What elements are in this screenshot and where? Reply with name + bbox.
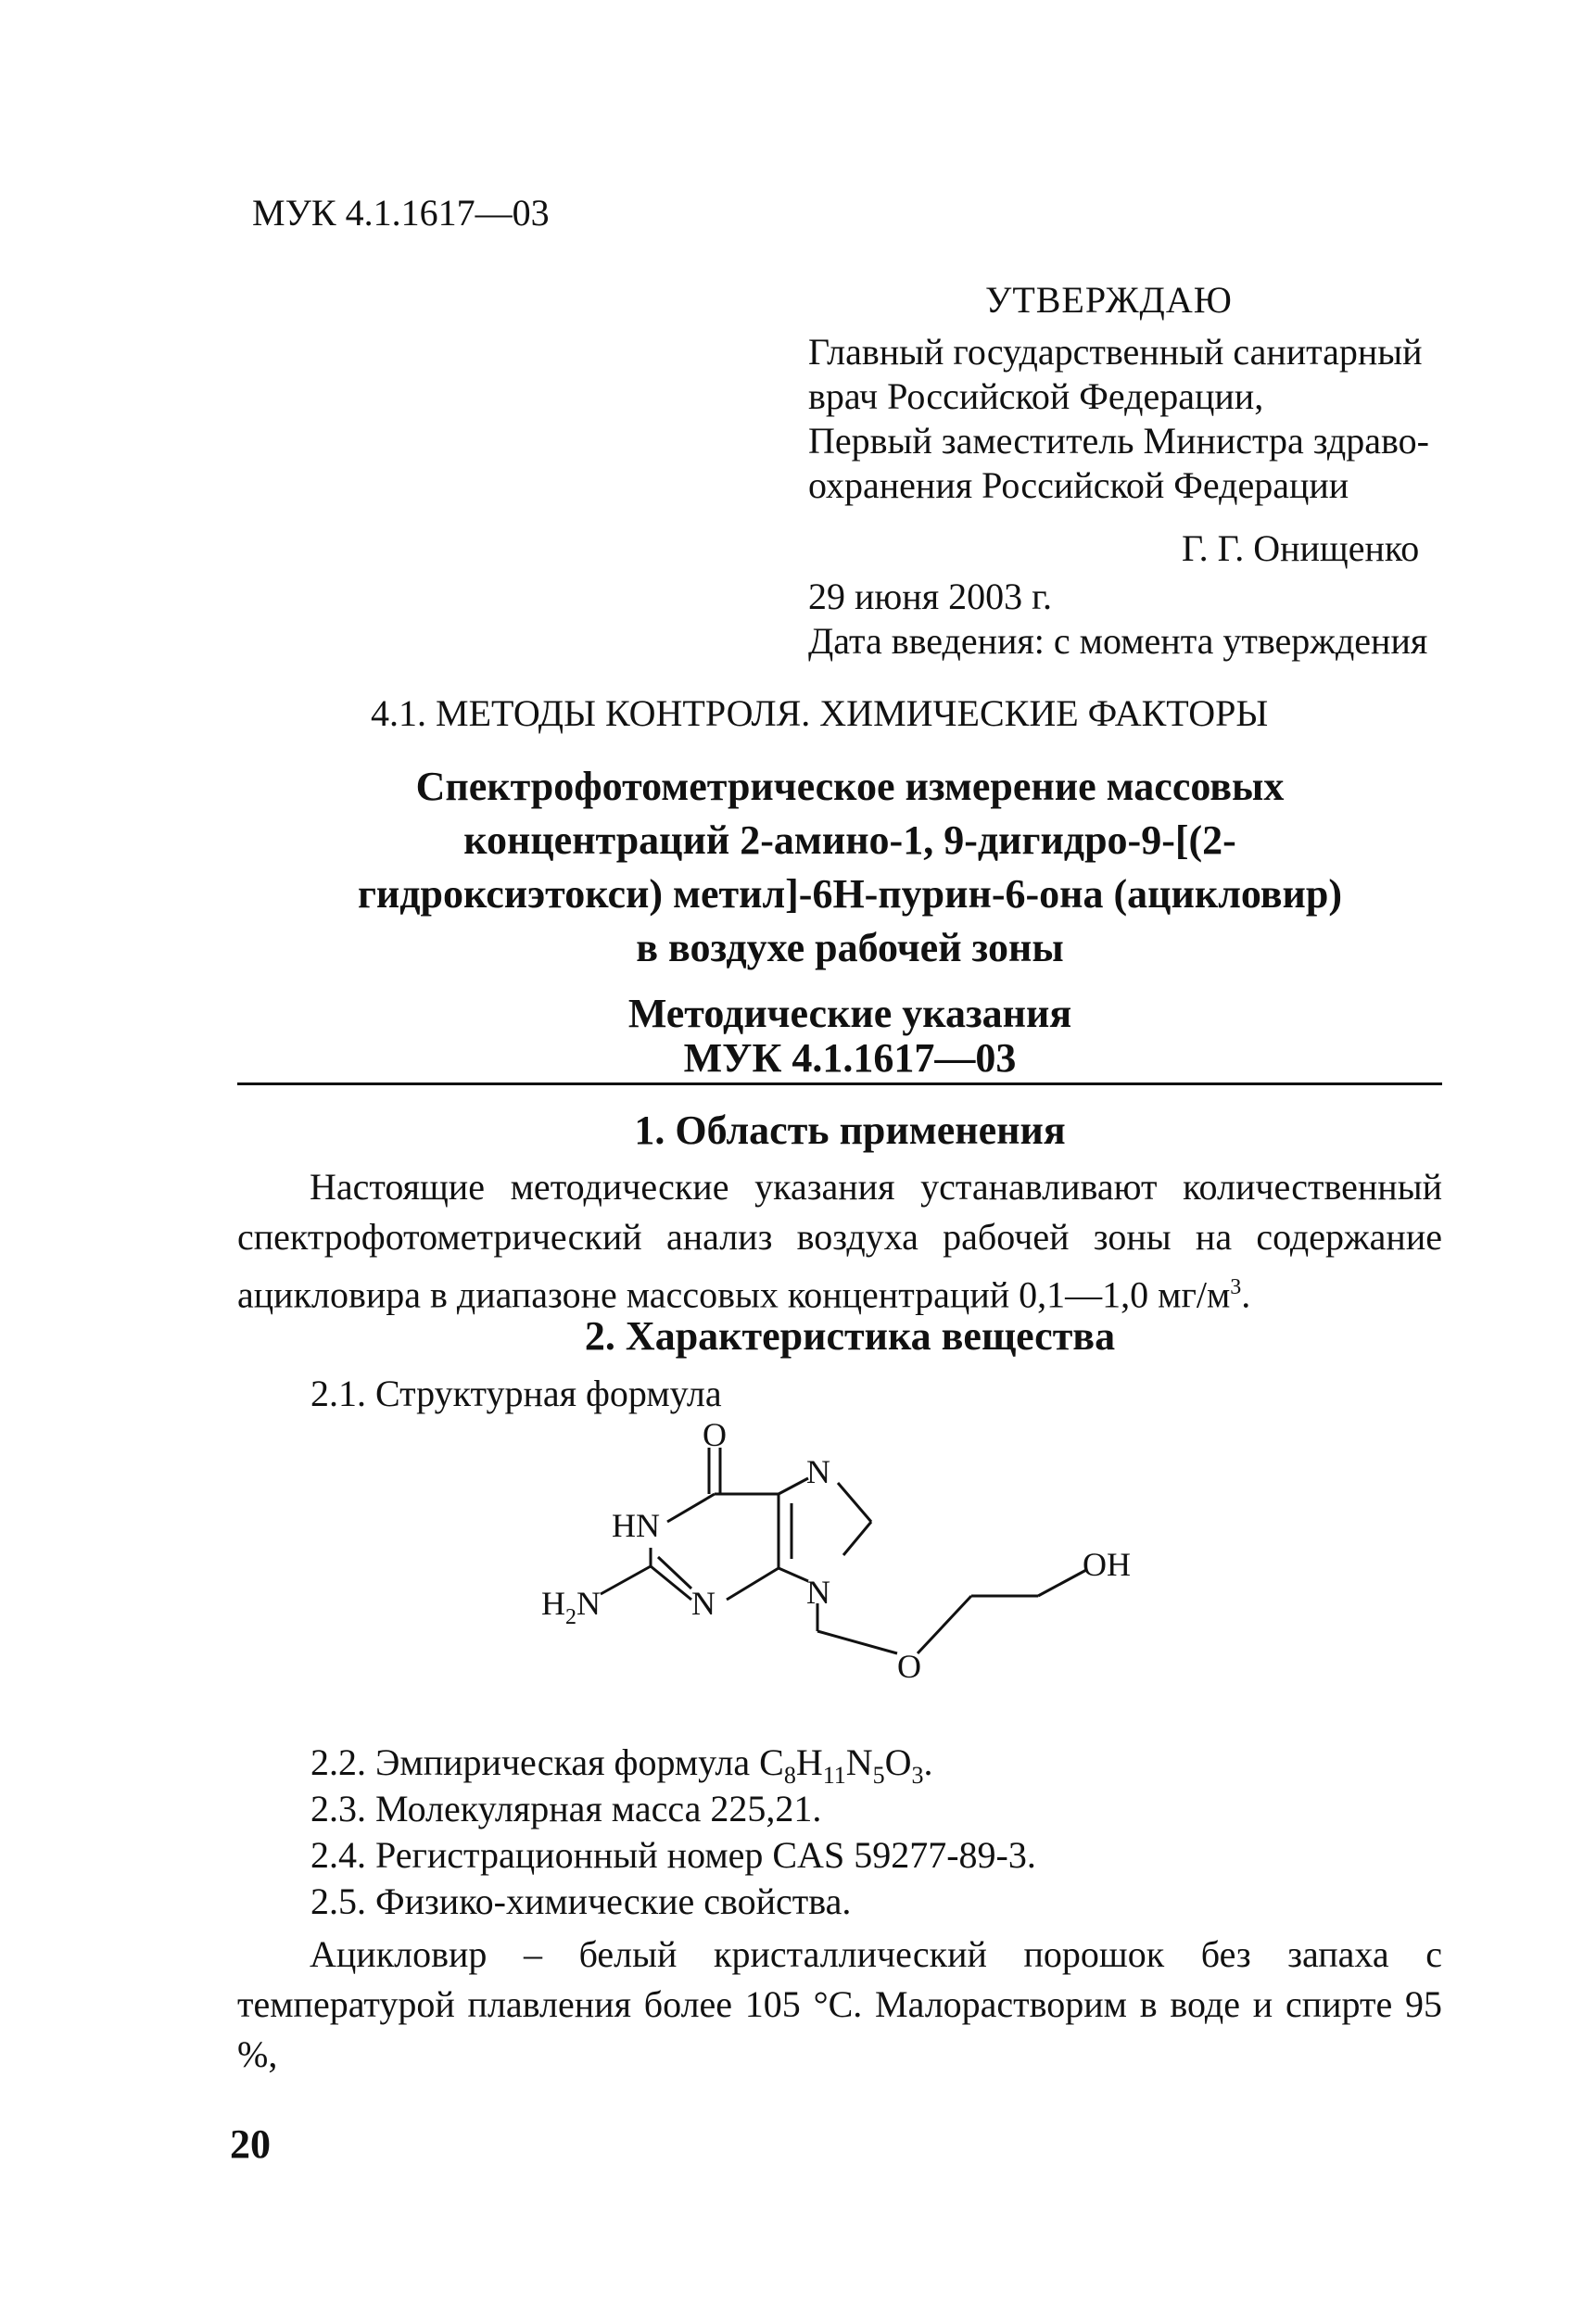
atom-label-n7: N (806, 1453, 830, 1490)
atom-label-nh2: $H_2N$ (541, 1585, 601, 1629)
properties-paragraph: Ацикловир – белый кристаллический порошок без запаха с температурой плавления более 105 °С. Малорастворим в воде и спирте 95 %, (237, 1933, 1442, 2075)
atom-label-n9: N (806, 1574, 830, 1611)
atom-label-o-ether: O (897, 1648, 921, 1685)
item-properties: 2.5. Физико-химические свойства. (310, 1880, 852, 1922)
approval-line: Главный государственный санитарный (808, 331, 1423, 373)
document-title (252, 760, 1448, 975)
subtitle-code: МУК 4.1.1617—03 (683, 1035, 1017, 1081)
item-empirical-formula: 2.2. Эмпирическая формула $C_8H_{11}N_5O_3$. (310, 1741, 933, 1789)
item-structural-formula: 2.1. Структурная формула (310, 1373, 722, 1414)
approval-date: 29 июня 2003 г. (808, 576, 1052, 617)
section-1-title: 1. Область применения (634, 1108, 1066, 1153)
divider (237, 1082, 1442, 1085)
section-2-title: 2. Характеристика вещества (584, 1313, 1116, 1359)
approval-heading: УТВЕРЖДАЮ (985, 279, 1233, 321)
title-line: гидроксиэтокси) метил]-6Н-пурин-6-она (ацикловир) (357, 871, 1343, 917)
signer-name: Г. Г. Онищенко (1182, 527, 1420, 569)
subtitle-line: Методические указания (627, 991, 1072, 1036)
page-number: 20 (230, 2121, 271, 2167)
structural-formula-diagram (482, 1418, 1149, 1733)
atom-label-n3: N (691, 1585, 716, 1622)
atom-label-oh: OH (1083, 1546, 1131, 1583)
approval-line: врач Российской Федерации, (808, 375, 1264, 417)
bond-lines (601, 1448, 1086, 1653)
title-line: Спектрофотометрическое измерение массовых (415, 764, 1285, 809)
effective-date: Дата введения: с момента утверждения (808, 620, 1428, 662)
item-molecular-mass: 2.3. Молекулярная масса 225,21. (310, 1788, 822, 1829)
atom-label-hn: HN (612, 1507, 660, 1544)
approval-line: охранения Российской Федерации (808, 464, 1349, 506)
approval-line: Первый заместитель Министра здраво- (808, 420, 1429, 462)
title-line: в воздухе рабочей зоны (636, 925, 1064, 970)
title-line: концентраций 2-амино-1, 9-дигидро-9-[(2- (463, 817, 1236, 863)
section-1-text: Настоящие методические указания устанавливают количественный спектрофотометрический анализ воздуха рабочей зоны на содержание ацикловира в диапазоне массовых концентраций 0,1—1,0 $мг/м^3$. (237, 1166, 1442, 1316)
atom-label-o: O (703, 1418, 727, 1453)
document-code: МУК 4.1.1617—03 (252, 192, 550, 234)
item-cas-number: 2.4. Регистрационный номер CAS 59277-89-3. (310, 1834, 1036, 1876)
section-heading: 4.1. МЕТОДЫ КОНТРОЛЯ. ХИМИЧЕСКИЕ ФАКТОРЫ (371, 692, 1269, 734)
